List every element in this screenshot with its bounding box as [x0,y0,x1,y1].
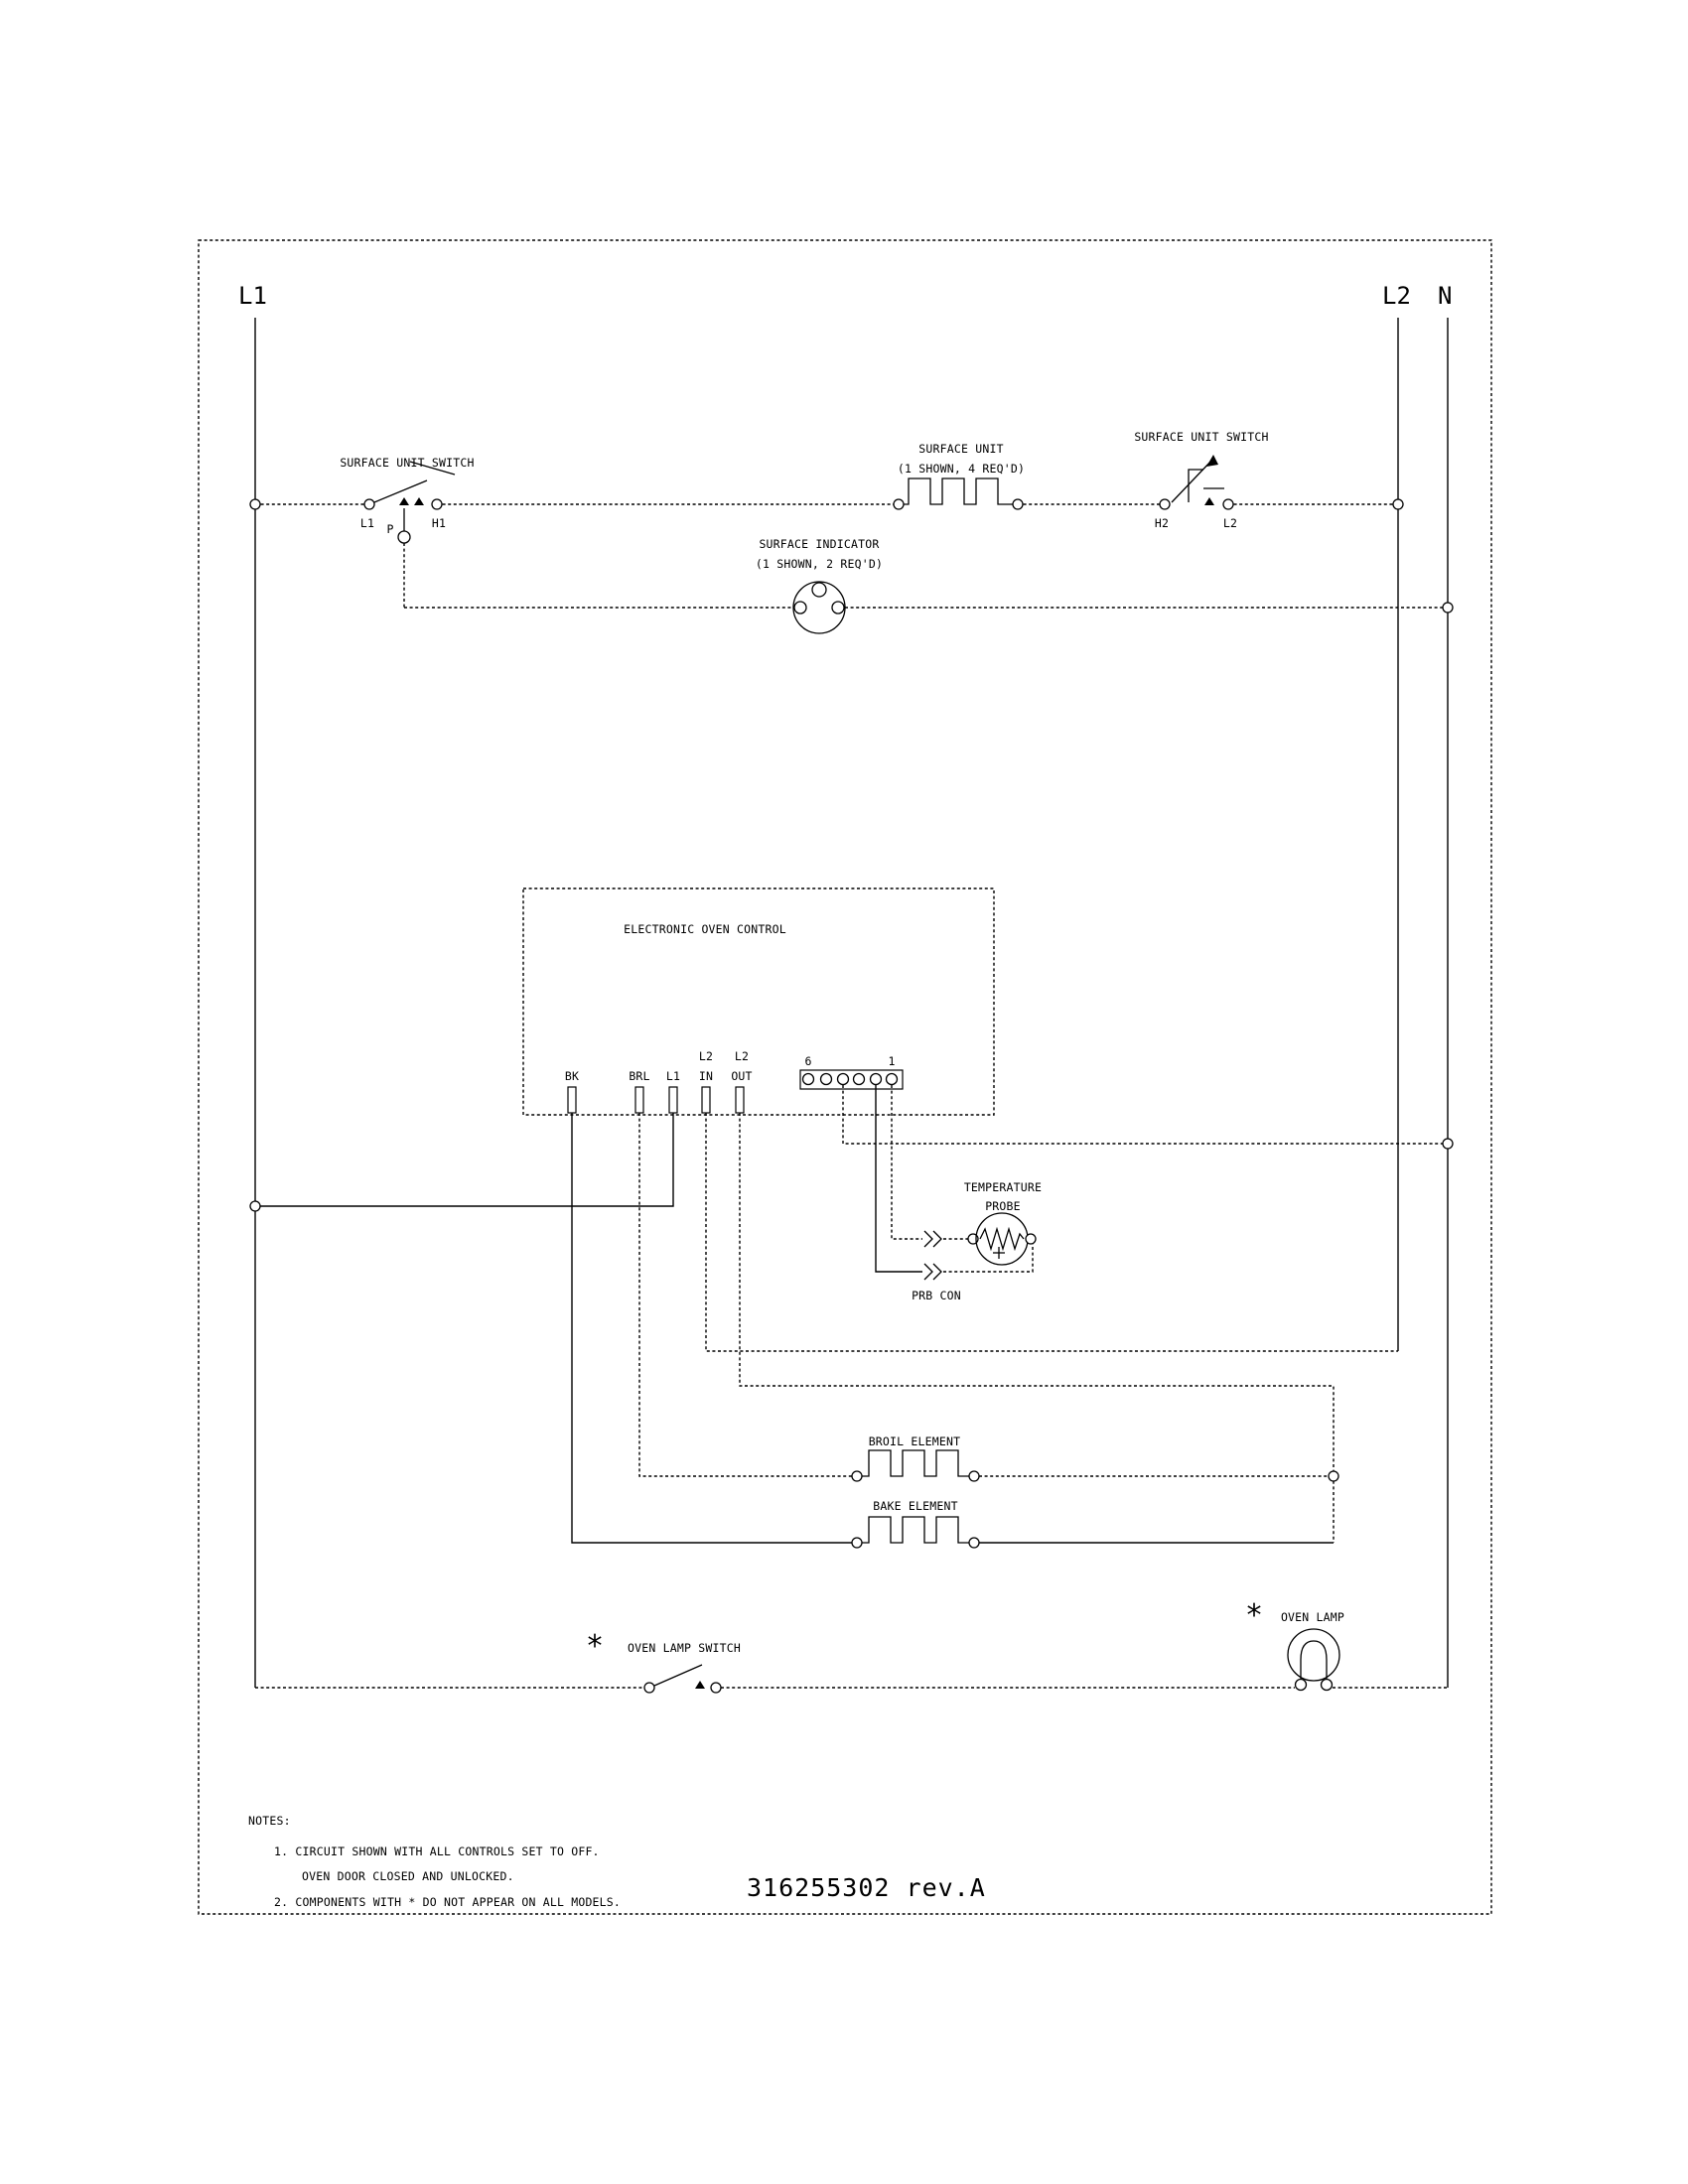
surface-indicator-lamp-right [832,602,844,614]
notes-title: NOTES: [248,1814,291,1828]
note-1: 1. CIRCUIT SHOWN WITH ALL CONTROLS SET TO OFF. [274,1844,600,1858]
junction-l1-top [250,499,260,509]
switch-left-terminal-h1-label: H1 [431,516,447,530]
eoc-connector-pin4 [838,1074,849,1085]
junction-l1-eoc [250,1201,260,1211]
temperature-probe-label-2: PROBE [985,1199,1021,1213]
switch-left-p-terminal [398,531,410,543]
eoc-connector-label-1: 1 [888,1054,896,1068]
eoc-connector-pin1 [887,1074,898,1085]
broil-element-label: BROIL ELEMENT [868,1434,961,1448]
lamp-switch-contact [695,1681,705,1689]
eoc-title: ELECTRONIC OVEN CONTROL [624,922,786,936]
rail-label-l2: L2 [1382,282,1411,310]
surface-unit-switch-right-label: SURFACE UNIT SWITCH [1134,430,1269,444]
probe-arrow-lower-1 [924,1264,932,1280]
eoc-pin-l1 [669,1087,677,1113]
temperature-probe-label-1: TEMPERATURE [963,1180,1043,1194]
surface-unit-label-2: (1 SHOWN, 4 REQ'D) [897,462,1026,476]
junction-l2-top [1393,499,1403,509]
eoc-pin-l2in [702,1087,710,1113]
switch-left-terminal-l1-label: L1 [359,516,375,530]
eoc-pin-l2in-label-2: IN [698,1069,714,1083]
eoc-pin-l2in-label-1: L2 [698,1049,714,1063]
switch-right-blade-arrow [1206,455,1218,467]
switch-right-terminal-l2 [1223,499,1233,509]
switch-right-terminal-h2 [1160,499,1170,509]
prb-con-label: PRB CON [912,1289,961,1302]
rail-label-l1: L1 [238,282,267,310]
oven-lamp-lead-left [1296,1680,1307,1691]
eoc-pin-brl-label: BRL [629,1069,650,1083]
surface-indicator-lamp-top [812,583,826,597]
eoc-pin-bk-label: BK [564,1069,580,1083]
oven-lamp-switch-label: OVEN LAMP SWITCH [628,1641,741,1655]
eoc-connector-pin2 [871,1074,882,1085]
eoc-pin-l1-label: L1 [665,1069,681,1083]
probe-arrow-upper-1 [924,1231,932,1247]
oven-lamp-lead-right [1322,1680,1333,1691]
probe-arrow-lower-2 [933,1264,941,1280]
broil-terminal-left [852,1471,862,1481]
junction-n-pin4 [1443,1139,1453,1149]
rail-label-n: N [1438,282,1453,310]
surface-indicator-label-1: SURFACE INDICATOR [759,537,880,551]
wire-bk [572,1113,852,1543]
lamp-switch-terminal-right [711,1683,721,1693]
surface-unit-terminal-left [894,499,904,509]
broil-element [862,1450,969,1476]
surface-unit-element [904,478,1013,504]
switch-right-blade [1172,459,1213,502]
switch-left-terminal-h1 [432,499,442,509]
probe-resistor [980,1229,1024,1249]
eoc-connector-label-6: 6 [804,1054,812,1068]
junction-n-indicator [1443,603,1453,613]
wire-probe-upper [892,1085,922,1239]
eoc-pin-l2out [736,1087,744,1113]
switch-left-terminal-l1 [364,499,374,509]
switch-left-contact-2 [414,497,424,505]
eoc-connector-pin5 [821,1074,832,1085]
surface-unit-switch-left-label: SURFACE UNIT SWITCH [340,456,475,470]
eoc-pin-bk [568,1087,576,1113]
probe-arrow-upper-2 [933,1231,941,1247]
wire-probe-lower [876,1085,922,1272]
junction-broil-l2out [1329,1471,1338,1481]
eoc-pin-brl [635,1087,643,1113]
eoc-pin-l2out-label-2: OUT [731,1069,753,1083]
bake-element-label: BAKE ELEMENT [873,1499,958,1513]
bake-element [862,1517,969,1543]
surface-unit-terminal-right [1013,499,1023,509]
eoc-connector-pin3 [854,1074,865,1085]
switch-left-contact-p [399,497,409,505]
wire-l2out [740,1113,1334,1543]
part-number: 316255302 rev.A [747,1873,986,1902]
eoc-connector-pin6 [803,1074,814,1085]
switch-right-contact [1204,497,1214,505]
note-2: 2. COMPONENTS WITH * DO NOT APPEAR ON ALL MODELS. [274,1895,622,1909]
switch-left-terminal-p-label: P [386,522,394,536]
surface-indicator-lamp-left [794,602,806,614]
note-1b: OVEN DOOR CLOSED AND UNLOCKED. [302,1869,514,1883]
surface-unit-label-1: SURFACE UNIT [918,442,1004,456]
bake-terminal-right [969,1538,979,1548]
bake-terminal-left [852,1538,862,1548]
lamp-switch-blade [654,1665,702,1686]
surface-indicator-label-2: (1 SHOWN, 2 REQ'D) [755,557,884,571]
eoc-pin-l2out-label-1: L2 [734,1049,750,1063]
oven-lamp-body [1288,1629,1339,1681]
wire-eoc-l1 [260,1113,673,1206]
oven-lamp-switch-asterisk: * [587,1629,603,1664]
temperature-probe-body [976,1213,1028,1265]
switch-right-terminal-h2-label: H2 [1154,516,1170,530]
oven-lamp-filament [1301,1641,1327,1682]
wire-l2in [706,1113,1398,1351]
oven-lamp-asterisk: * [1246,1598,1262,1633]
oven-lamp-label: OVEN LAMP [1280,1610,1345,1624]
switch-right-terminal-l2-label: L2 [1222,516,1238,530]
wire-brl [639,1113,852,1476]
broil-terminal-right [969,1471,979,1481]
lamp-switch-terminal-left [644,1683,654,1693]
switch-right-step [1189,470,1203,502]
probe-terminal-right [1026,1234,1036,1244]
